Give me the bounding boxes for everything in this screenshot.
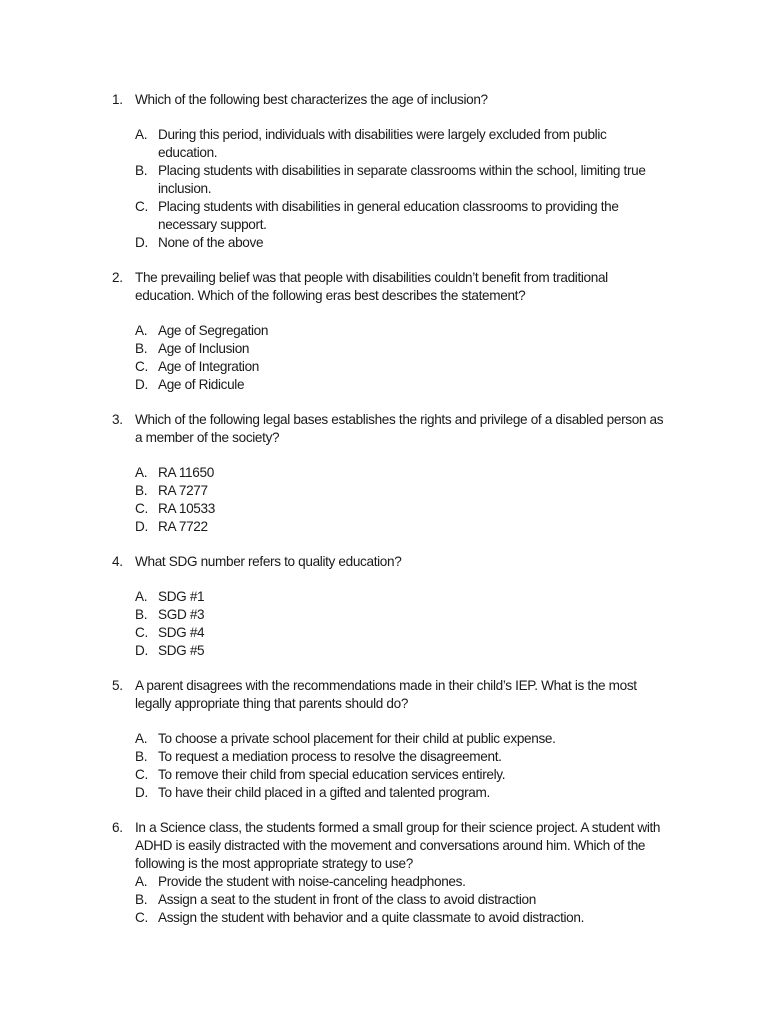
question-number: 2.: [112, 270, 123, 285]
option-letter: C.: [135, 359, 148, 374]
option-text: RA 10533: [158, 501, 215, 516]
question-5: [0, 677, 667, 802]
option-c: [135, 500, 667, 518]
document-page: [0, 91, 768, 944]
question-text: A parent disagrees with the recommendations made in their child’s IEP. What is the most legally appropriate thing that parents should do?: [135, 678, 637, 711]
option-letter: D.: [135, 235, 148, 250]
question-text: What SDG number refers to quality education?: [135, 554, 402, 569]
option-a: [135, 322, 667, 340]
option-b: [135, 606, 667, 624]
option-letter: C.: [135, 501, 148, 516]
option-letter: A.: [135, 874, 148, 889]
question-number: 5.: [112, 678, 123, 693]
option-c: [135, 909, 667, 927]
option-letter: A.: [135, 465, 148, 480]
option-d: [135, 784, 667, 802]
option-letter: A.: [135, 127, 148, 142]
option-letter: A.: [135, 323, 148, 338]
option-a: [135, 730, 667, 748]
option-text: During this period, individuals with disabilities were largely excluded from public education.: [158, 127, 607, 160]
option-list: [135, 873, 667, 927]
option-text: To request a mediation process to resolve the disagreement.: [158, 749, 502, 764]
option-text: Assign a seat to the student in front of the class to avoid distraction: [158, 892, 536, 907]
option-text: To have their child placed in a gifted and talented program.: [158, 785, 490, 800]
question-3: [0, 411, 667, 536]
option-letter: C.: [135, 767, 148, 782]
option-b: [135, 891, 667, 909]
option-text: Assign the student with behavior and a quite classmate to avoid distraction.: [158, 910, 585, 925]
option-letter: C.: [135, 625, 148, 640]
option-list: [135, 588, 667, 660]
option-text: SDG #5: [158, 643, 205, 658]
question-number: 6.: [112, 820, 123, 835]
option-text: RA 7277: [158, 483, 208, 498]
question-4: [0, 553, 667, 660]
option-a: [135, 588, 667, 606]
option-text: Age of Ridicule: [158, 377, 245, 392]
option-letter: C.: [135, 199, 148, 214]
option-letter: B.: [135, 163, 148, 178]
option-letter: B.: [135, 341, 148, 356]
option-a: [135, 126, 667, 162]
option-text: None of the above: [158, 235, 264, 250]
option-d: [135, 642, 667, 660]
option-letter: D.: [135, 519, 148, 534]
option-letter: A.: [135, 589, 148, 604]
question-number: 3.: [112, 412, 123, 427]
option-text: Age of Segregation: [158, 323, 269, 338]
question-2: [0, 269, 667, 394]
option-b: [135, 340, 667, 358]
question-1: [0, 91, 667, 252]
option-c: [135, 358, 667, 376]
option-b: [135, 748, 667, 766]
option-d: [135, 376, 667, 394]
option-d: [135, 234, 667, 252]
question-text: Which of the following best characterizes the age of inclusion?: [135, 92, 488, 107]
option-b: [135, 162, 667, 198]
option-letter: B.: [135, 749, 148, 764]
option-letter: B.: [135, 892, 148, 907]
question-text: Which of the following legal bases establishes the rights and privilege of a disabled person as a member of the society?: [135, 412, 664, 445]
option-text: RA 11650: [158, 465, 214, 480]
option-list: [135, 322, 667, 394]
option-text: To choose a private school placement for their child at public expense.: [158, 731, 556, 746]
option-list: [135, 126, 667, 252]
option-list: [135, 464, 667, 536]
question-text: In a Science class, the students formed a small group for their science project. A student with ADHD is easily distracted with the movement and conversations around him. Which of the following is the most appropriate strategy to use?: [135, 820, 661, 871]
option-c: [135, 198, 667, 234]
option-text: To remove their child from special education services entirely.: [158, 767, 506, 782]
option-d: [135, 518, 667, 536]
option-text: Placing students with disabilities in separate classrooms within the school, limiting true inclusion.: [158, 163, 646, 196]
option-letter: D.: [135, 377, 148, 392]
option-text: Age of Integration: [158, 359, 260, 374]
option-letter: D.: [135, 643, 148, 658]
option-text: SDG #4: [158, 625, 205, 640]
option-text: RA 7722: [158, 519, 208, 534]
option-c: [135, 624, 667, 642]
option-text: SDG #1: [158, 589, 205, 604]
question-6: [0, 819, 667, 927]
option-letter: A.: [135, 731, 148, 746]
option-a: [135, 464, 667, 482]
question-number: 4.: [112, 554, 123, 569]
option-letter: C.: [135, 910, 148, 925]
option-text: Provide the student with noise-canceling headphones.: [158, 874, 466, 889]
question-text: The prevailing belief was that people with disabilities couldn’t benefit from traditional education. Which of the following eras best describes the statement?: [135, 270, 608, 303]
option-list: [135, 730, 667, 802]
question-number: 1.: [112, 92, 123, 107]
option-b: [135, 482, 667, 500]
option-text: Age of Inclusion: [158, 341, 250, 356]
option-letter: B.: [135, 607, 148, 622]
option-letter: D.: [135, 785, 148, 800]
option-letter: B.: [135, 483, 148, 498]
option-a: [135, 873, 667, 891]
option-text: Placing students with disabilities in general education classrooms to providing the necessary support.: [158, 199, 619, 232]
option-text: SGD #3: [158, 607, 205, 622]
option-c: [135, 766, 667, 784]
